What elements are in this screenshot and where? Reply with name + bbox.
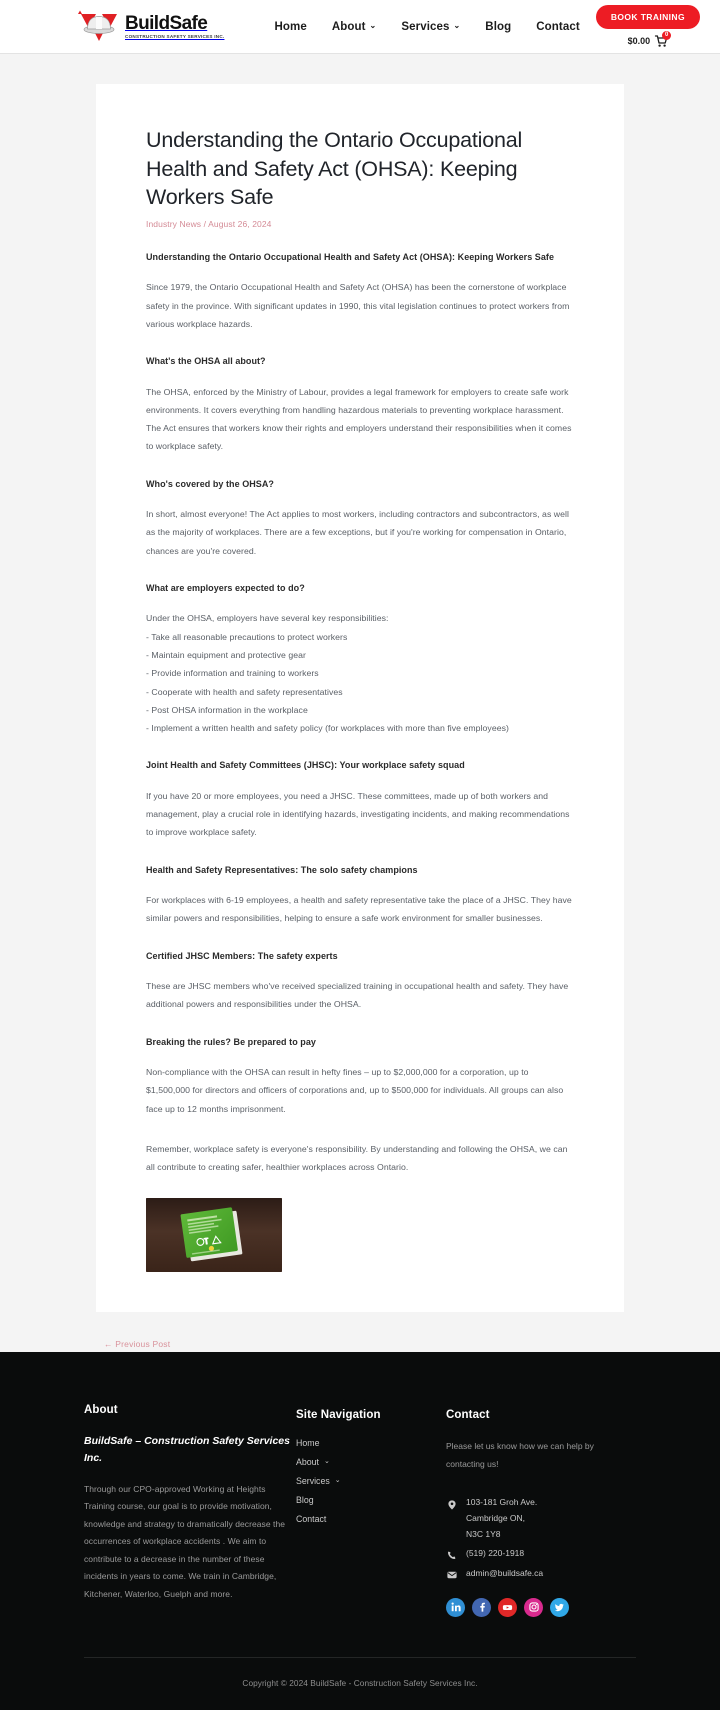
- footer-column-navigation: [296, 1404, 446, 1524]
- nav-item-about[interactable]: [332, 21, 377, 33]
- content-closing-paragraph: Remember, workplace safety is everyone's responsibility. By understanding and following the OHSA, we can all contribute to creating safer, healthier workplaces across Ontario.: [146, 1143, 568, 1173]
- section-heading-5: Breaking the rules? Be prepared to pay: [146, 1036, 316, 1047]
- section-body-5: Non-compliance with the OHSA can result in hefty fines – up to $2,000,000 for a corporation, up to $1,500,000 for directors and officers of corporations and, up to $500,000 for individuals. All groups can also face up to 12 months imprisonment.: [146, 1067, 564, 1114]
- post-meta: [146, 219, 574, 229]
- book-training-button[interactable]: BOOK TRAINING: [596, 5, 700, 29]
- logo-brand-text: BuildSafe: [125, 12, 208, 34]
- footer-nav-item-blog[interactable]: [296, 1495, 446, 1505]
- page-title: Understanding the Ontario Occupational Health and Safety Act (OHSA): Keeping Workers Safe: [146, 128, 523, 210]
- nav-item-contact[interactable]: [536, 21, 580, 33]
- post-date: August 26, 2024: [208, 218, 272, 229]
- page-body: [0, 54, 720, 1352]
- list-item: - Take all reasonable precautions to protect workers: [146, 631, 348, 642]
- footer-nav-item-services[interactable]: [296, 1476, 446, 1486]
- footer-nav-item-about[interactable]: [296, 1457, 446, 1467]
- list-item: - Post OHSA information in the workplace: [146, 704, 308, 715]
- section-heading-1: Who's covered by the OHSA?: [146, 478, 274, 489]
- main-navigation: [274, 21, 579, 33]
- section-body-4: These are JHSC members who've received specialized training in occupational health and safety. They have additional powers and responsibilities under the OHSA.: [146, 981, 569, 1010]
- footer-nav-list: [296, 1438, 446, 1524]
- nav-item-services-label: Services: [401, 20, 450, 33]
- footer-email-text: admin@buildsafe.ca: [466, 1568, 544, 1579]
- previous-post-link[interactable]: ← Previous Post: [104, 1339, 171, 1350]
- footer-contact-heading: Contact: [446, 1409, 490, 1422]
- linkedin-icon[interactable]: [446, 1598, 465, 1617]
- section-heading-0: What's the OHSA all about?: [146, 356, 266, 367]
- footer-address-line3: N3C 1Y8: [466, 1528, 501, 1539]
- chevron-down-icon: ⌄: [453, 20, 461, 30]
- nav-item-blog-label: Blog: [485, 20, 512, 33]
- footer-column-about: [84, 1404, 296, 1602]
- header-actions: [596, 5, 700, 48]
- footer-nav-item-blog-label: Blog: [296, 1495, 314, 1506]
- footer-nav-item-services-label: Services: [296, 1476, 330, 1487]
- copyright-text: Copyright © 2024 BuildSafe - Construction Safety Services Inc.: [242, 1677, 478, 1688]
- footer-about-heading: About: [84, 1404, 118, 1417]
- nav-item-home[interactable]: [274, 21, 306, 33]
- envelope-icon: [446, 1566, 457, 1579]
- article-card: [96, 84, 624, 1312]
- content-intro-paragraph: Since 1979, the Ontario Occupational Health and Safety Act (OHSA) has been the cornerstone of workplace safety in the province. With significant updates in 1990, this vital legislation continues to protect workers from various workplace hazards.: [146, 282, 570, 329]
- nav-item-services[interactable]: [401, 21, 460, 33]
- facebook-icon[interactable]: [472, 1598, 491, 1617]
- footer-address-line2: Cambridge ON,: [466, 1513, 526, 1524]
- list-item: - Provide information and training to workers: [146, 668, 319, 679]
- section-body-2: If you have 20 or more employees, you need a JHSC. These committees, made up of both workers and management, play a crucial role in identifying hazards, investigating incidents, and making recommendations to improve workplace safety.: [146, 790, 570, 838]
- section-heading-4: Certified JHSC Members: The safety experts: [146, 950, 338, 961]
- nav-item-contact-label: Contact: [536, 20, 580, 33]
- footer-address-line1: 103-181 Groh Ave.: [466, 1497, 538, 1508]
- footer-address: [446, 1495, 626, 1542]
- shopping-cart-icon[interactable]: [654, 34, 668, 48]
- list-item: - Implement a written health and safety policy (for workplaces with more than five employees): [146, 723, 509, 734]
- footer-nav-item-home-label: Home: [296, 1438, 320, 1449]
- site-header: [0, 0, 720, 54]
- post-meta-separator: /: [203, 218, 207, 229]
- section-body-0: The OHSA, enforced by the Ministry of Labour, provides a legal framework for employers to create safe work environments. It covers everything from handling hazardous materials to preventing workplace harassment. The Act ensures that workers know their rights and employers understand their responsibilities when it comes to workplace safety.: [146, 386, 572, 452]
- footer-email[interactable]: [446, 1566, 626, 1582]
- cart-widget[interactable]: [628, 34, 669, 48]
- section-body-1: In short, almost everyone! The Act applies to most workers, including contractors and subcontractors, as well as the majority of workplaces. There are a few exceptions, but if you're working for compensation in Ontario, chances are you're covered.: [146, 509, 569, 556]
- logo-tagline: CONSTRUCTION SAFETY SERVICES INC.: [125, 33, 225, 39]
- footer-contact-intro: Please let us know how we can help by contacting us!: [446, 1441, 594, 1469]
- chevron-down-icon: ⌄: [324, 1457, 330, 1465]
- footer-company-name: BuildSafe – Construction Safety Services Inc.: [84, 1435, 290, 1464]
- post-pagination: [96, 1334, 624, 1352]
- footer-phone[interactable]: [446, 1546, 626, 1562]
- post-category-link[interactable]: Industry News: [146, 218, 202, 229]
- cart-amount: $0.00: [627, 36, 651, 46]
- section-heading-employers: What are employers expected to do?: [146, 582, 305, 593]
- chevron-down-icon: ⌄: [334, 1476, 341, 1484]
- nav-item-home-label: Home: [274, 20, 307, 33]
- footer-column-contact: [446, 1404, 626, 1616]
- footer-about-text: Through our CPO-approved Working at Heights Training course, our goal is to provide motivation, knowledge and strategy to dramatically decrease the occurrences of workplace accidents . We aim to contribute to a decrease in the number of these incidents in years to come. We train in Cambridge, Kitchener, Waterloo, Guelph and more.: [84, 1484, 285, 1599]
- footer-nav-item-about-label: About: [296, 1457, 319, 1468]
- list-lead: Under the OHSA, employers have several key responsibilities:: [146, 613, 389, 624]
- instagram-icon[interactable]: [524, 1598, 543, 1617]
- site-logo[interactable]: [78, 10, 224, 44]
- post-content: [146, 251, 574, 1273]
- article-image: [146, 1198, 282, 1272]
- hardhat-logo-icon: [78, 10, 120, 44]
- social-links: [446, 1598, 626, 1617]
- section-heading-3: Health and Safety Representatives: The solo safety champions: [146, 864, 418, 875]
- employer-responsibilities-list: [146, 609, 574, 737]
- footer-columns: [84, 1404, 636, 1616]
- site-footer: [0, 1352, 720, 1709]
- list-item: - Maintain equipment and protective gear: [146, 649, 306, 660]
- section-heading-2: Joint Health and Safety Committees (JHSC): Your workplace safety squad: [146, 760, 465, 771]
- nav-item-about-label: About: [331, 20, 366, 33]
- map-pin-icon: [446, 1495, 457, 1510]
- section-body-3: For workplaces with 6-19 employees, a health and safety representative take the place of a JHSC. They have similar powers and responsibilities, helping to ensure a safe work environment for smaller businesses.: [146, 895, 572, 924]
- footer-nav-heading: Site Navigation: [296, 1409, 381, 1422]
- chevron-down-icon: ⌄: [369, 20, 377, 30]
- footer-nav-item-contact[interactable]: [296, 1514, 446, 1524]
- footer-nav-item-contact-label: Contact: [296, 1514, 327, 1525]
- twitter-icon[interactable]: [550, 1598, 569, 1617]
- cart-count-badge: 0: [662, 31, 671, 40]
- youtube-icon[interactable]: [498, 1598, 517, 1617]
- list-item: - Cooperate with health and safety representatives: [146, 686, 343, 697]
- nav-item-blog[interactable]: [485, 21, 511, 33]
- phone-icon: [446, 1546, 457, 1560]
- footer-phone-text: (519) 220-1918: [466, 1548, 525, 1559]
- content-lead-heading: Understanding the Ontario Occupational Health and Safety Act (OHSA): Keeping Workers Safe: [146, 251, 555, 262]
